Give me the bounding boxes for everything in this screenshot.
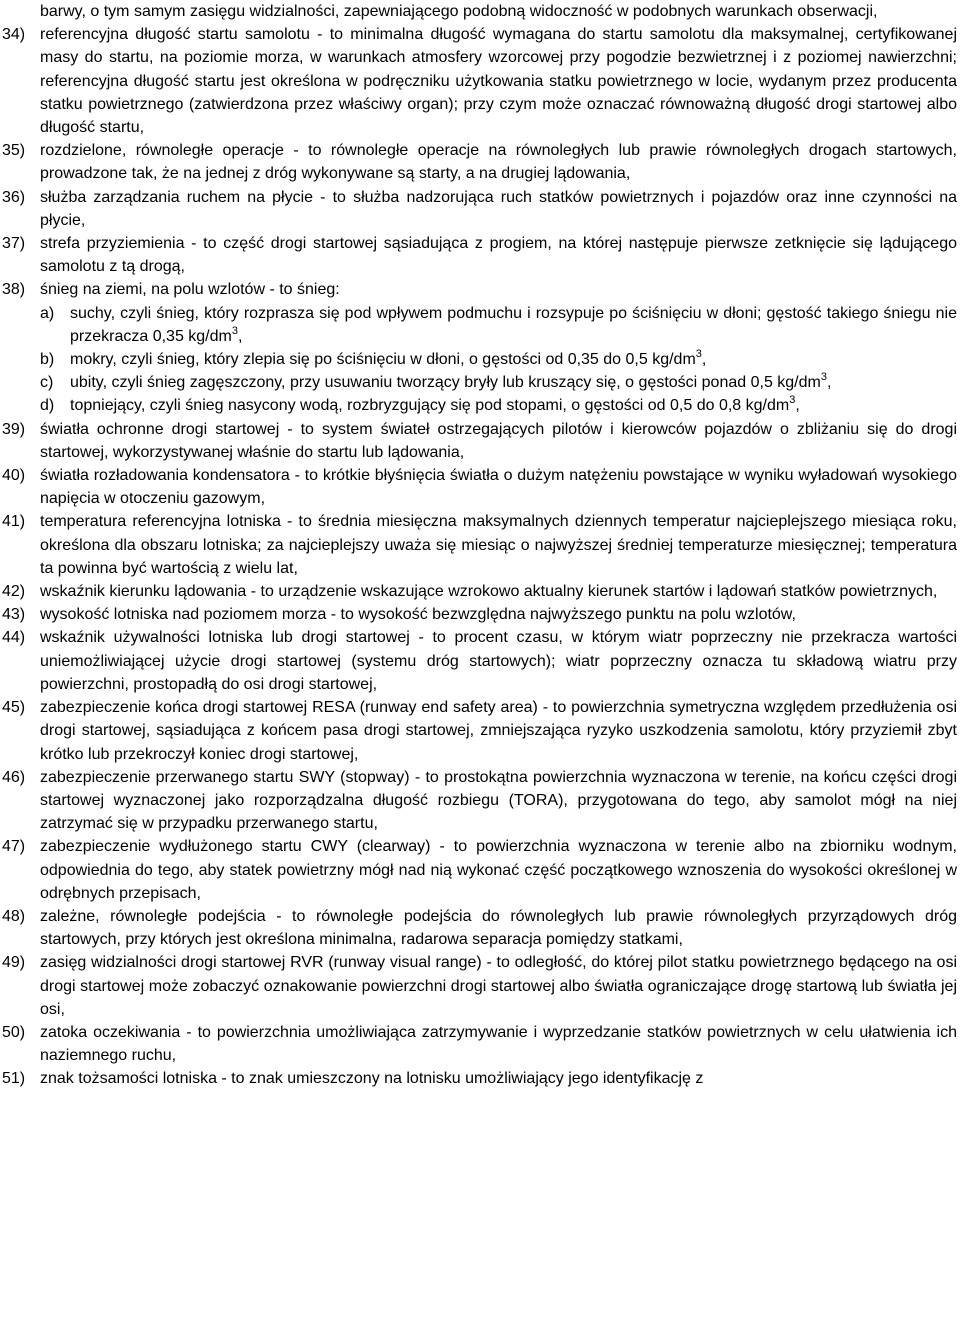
definition-item <box>0 580 960 603</box>
definition-item <box>0 418 960 464</box>
item-number: 47) <box>2 838 26 856</box>
definition-text: wskaźnik używalności lotniska lub drogi startowej - to procent czasu, w którym wiatr poprzeczny nie przekracza wartości uniemożliwiającej użycie drogi startowej (systemu dróg startowych); wiatr poprzeczny oznacza tu składową wiatru przy powierzchni, prostopadłą do osi drogi startowej, <box>40 629 957 693</box>
superscript: 3 <box>231 324 238 337</box>
sub-item-tail: , <box>701 351 707 369</box>
item-number: 46) <box>2 768 26 786</box>
sub-item-letter: d) <box>40 397 55 415</box>
sub-item <box>40 371 957 394</box>
superscript: 3 <box>820 371 827 384</box>
superscript: 3 <box>695 348 702 361</box>
definition-item-snow <box>0 278 960 417</box>
definition-text: zależne, równoległe podejścia - to równoległe podejścia do równoległych lub prawie równoległych przyrządowych dróg startowych, przy których jest określona minimalna, radarowa separacja pomiędzy statkami, <box>40 907 957 949</box>
definition-item <box>0 835 960 905</box>
snow-types-list <box>40 302 957 418</box>
definition-text: zabezpieczenie końca drogi startowej RESA (runway end safety area) - to powierzchnia symetryczna względem przedłużenia osi drogi startowej, sąsiadująca z końcem pasa drogi startowej, zmniejszająca ryzyko uszkodzenia samolotu, który przyziemił zbyt krótko lub przekroczył koniec drogi startowej, <box>40 699 957 763</box>
sub-item <box>40 394 957 417</box>
item-number: 49) <box>2 954 26 972</box>
definition-item <box>0 905 960 951</box>
item-number: 44) <box>2 629 26 647</box>
item-number: 34) <box>2 26 26 44</box>
definition-item <box>0 1021 960 1067</box>
continued-paragraph: barwy, o tym samym zasięgu widzialności, zapewniającego podobną widoczność w podobnych warunkach obserwacji, <box>40 3 878 20</box>
definition-item <box>0 766 960 836</box>
definition-text: światła rozładowania kondensatora - to krótkie błyśnięcia światła o dużym natężeniu powstające w wyniku wyładowań wysokiego napięcia w otoczeniu gazowym, <box>40 467 957 508</box>
item-number: 51) <box>2 1070 26 1088</box>
definition-item <box>0 464 960 510</box>
definition-text: zasięg widzialności drogi startowej RVR (runway visual range) - to odległość, do której pilot statku powietrznego będącego na osi drogi startowej może zobaczyć oznakowanie powierzchni drogi startowej albo światła ograniczające drogę startową lub światła jej osi, <box>40 954 957 1018</box>
item-number: 38) <box>2 281 26 299</box>
definition-text: zabezpieczenie wydłużonego startu CWY (clearway) - to powierzchnia wyznaczona w terenie albo na zbiorniku wodnym, odpowiednia do tego, aby statek powietrzny mógł nad nią wykonać część początkowego wznoszenia do wysokości określonej w odrębnych przepisach, <box>40 838 957 902</box>
superscript: 3 <box>789 394 796 407</box>
sub-item-letter: a) <box>40 304 55 322</box>
item-number: 50) <box>2 1023 26 1041</box>
definitions-list <box>0 23 960 1090</box>
definition-item <box>0 1067 960 1090</box>
definition-item <box>0 603 960 626</box>
definition-item <box>0 696 960 766</box>
sub-item <box>40 302 957 348</box>
sub-item-text: mokry, czyli śnieg, który zlepia się po ściśnięciu w dłoni, o gęstości od 0,35 do 0,5 kg/dm <box>70 351 696 369</box>
definition-item <box>0 951 960 1021</box>
item-number: 40) <box>2 467 26 485</box>
item-number: 48) <box>2 907 26 925</box>
sub-item-tail: , <box>795 397 800 415</box>
definition-item <box>0 23 960 139</box>
definition-text: wskaźnik kierunku lądowania - to urządzenie wskazujące wzrokowo aktualny kierunek startów i lądowań statków powietrznych, <box>40 583 938 601</box>
item-number: 43) <box>2 606 26 624</box>
definition-text: wysokość lotniska nad poziomem morza - to wysokość bezwzględna najwyższego punktu na polu wzlotów, <box>40 606 796 624</box>
item-number: 36) <box>2 188 26 206</box>
definition-item <box>0 139 960 185</box>
sub-item-tail: , <box>826 374 832 392</box>
sub-item-letter: b) <box>40 351 55 369</box>
sub-item-text: topniejący, czyli śnieg nasycony wodą, rozbryzgujący się pod stopami, o gęstości od 0,5 do 0,8 kg/dm <box>70 397 790 415</box>
definition-item <box>0 510 960 580</box>
item-number: 42) <box>2 583 26 601</box>
item-number: 45) <box>2 699 26 717</box>
definition-text: śnieg na ziemi, na polu wzlotów - to śnieg: <box>40 281 340 299</box>
definition-text: znak tożsamości lotniska - to znak umieszczony na lotnisku umożliwiający jego identyfikację z <box>40 1070 704 1088</box>
sub-item-letter: c) <box>40 374 54 392</box>
definition-text: rozdzielone, równoległe operacje - to równoległe operacje na równoległych lub prawie równoległych drogach startowych, prowadzone tak, że na jednej z dróg wykonywane są starty, a na drugiej lądowania, <box>40 142 957 183</box>
definition-text: referencyjna długość startu samolotu - to minimalna długość wymagana do startu samolotu dla maksymalnej, certyfikowanej masy do startu, na poziomie morza, w warunkach atmosfery wzorcowej przy pogodzie bezwietrznej i z poziomej nawierzchni; referencyjna długość startu jest określona w podręczniku użytkowania statku powietrznego w locie, wydanym przez producenta statku powietrznego (zatwierdzona przez właściwy organ); przy czym może oznaczać równoważną długość drogi startowej albo długość startu, <box>40 26 957 137</box>
definition-item <box>0 626 960 696</box>
definition-text: zatoka oczekiwania - to powierzchnia umożliwiająca zatrzymywanie i wyprzedzanie statków powietrznych w celu ułatwienia ich naziemnego ruchu, <box>40 1023 957 1065</box>
item-number: 41) <box>2 513 26 531</box>
definition-item <box>0 186 960 232</box>
item-number: 35) <box>2 142 26 160</box>
definition-text: strefa przyziemienia - to część drogi startowej sąsiadująca z progiem, na której następuje pierwsze zetknięcie się lądującego samolotu z tą drogą, <box>40 235 957 276</box>
definition-text: światła ochronne drogi startowej - to system świateł ostrzegających pilotów i kierowców pojazdów o zbliżaniu się do drogi startowej, wykorzystywanej właśnie do startu lub lądowania, <box>40 420 957 461</box>
definition-text: temperatura referencyjna lotniska - to średnia miesięczna maksymalnych dziennych temperatur najcieplejszego miesiąca roku, określona dla obszaru lotniska; za najcieplejszy uważa się miesiąc o najwyższej średniej temperaturze miesięcznej; temperatura ta powinna być wartością z wielu lat, <box>40 513 957 577</box>
sub-item-text: suchy, czyli śnieg, który rozprasza się pod wpływem podmuchu i rozsypuje po ściśnięciu w dłoni; gęstość takiego śniegu nie przekracza 0,35 kg/dm <box>70 304 957 345</box>
sub-item <box>40 348 957 371</box>
definition-text: zabezpieczenie przerwanego startu SWY (stopway) - to prostokątna powierzchnia wyznaczona w terenie, na końcu części drogi startowej wyznaczonej jako rozporządzalna długość rozbiegu (TORA), przygotowana do tego, aby samolot mógł na niej zatrzymać się w przypadku przerwanego startu, <box>40 768 957 833</box>
definition-text: służba zarządzania ruchem na płycie - to służba nadzorująca ruch statków powietrznych i pojazdów oraz inne czynności na płycie, <box>40 188 957 229</box>
sub-item-tail: , <box>237 327 243 345</box>
item-number: 39) <box>2 420 26 438</box>
item-number: 37) <box>2 235 26 253</box>
definition-item <box>0 232 960 278</box>
sub-item-text: ubity, czyli śnieg zagęszczony, przy usuwaniu tworzący bryły lub kruszący się, o gęstości ponad 0,5 kg/dm <box>70 374 821 392</box>
